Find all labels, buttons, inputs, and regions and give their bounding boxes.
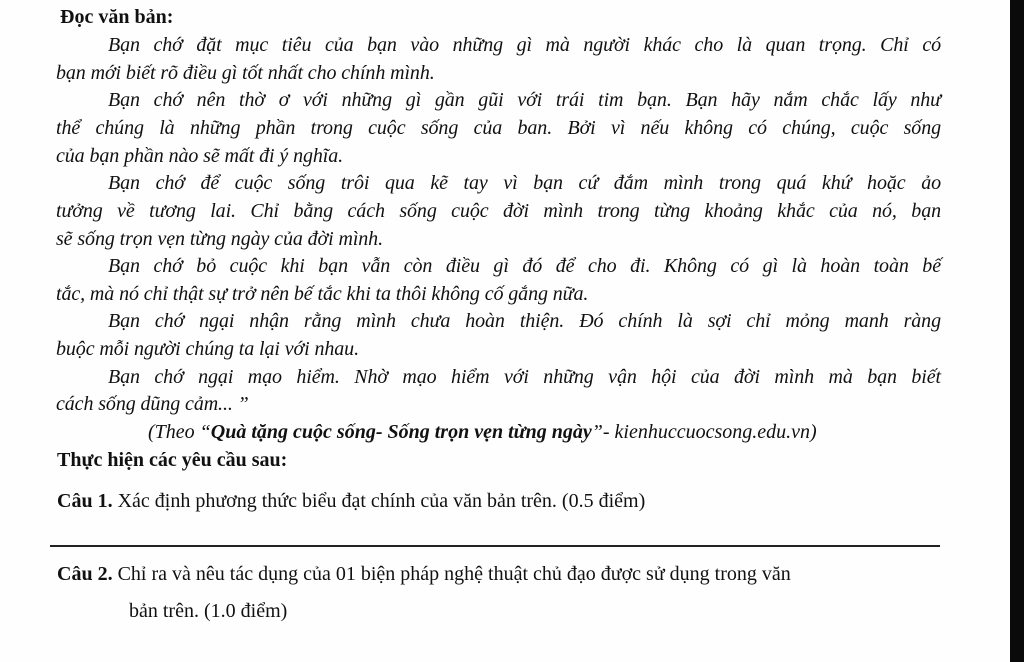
question-2-label: Câu 2. xyxy=(57,563,113,585)
text-line: Bạn chớ ngại mạo hiểm. Nhờ mạo hiểm với những vận hội của đời mình mà bạn biết xyxy=(108,366,941,388)
source-prefix: (Theo “ xyxy=(148,421,211,443)
dark-edge xyxy=(1010,0,1024,662)
text-line: bạn mới biết rõ điều gì tốt nhất cho chính mình. xyxy=(56,62,435,84)
question-2 xyxy=(57,563,791,586)
text-line: cách sống dũng cảm... ” xyxy=(56,393,249,415)
question-2-continuation: bản trên. (1.0 điểm) xyxy=(129,600,288,622)
reading-heading: Đọc văn bản: xyxy=(60,6,174,28)
text-line: buộc mỗi người chúng ta lại với nhau. xyxy=(56,338,359,360)
text-line: Bạn chớ ngại nhận rằng mình chưa hoàn thiện. Đó chính là sợi chỉ mỏng manh ràng xyxy=(108,310,941,332)
question-1-label: Câu 1. xyxy=(57,490,113,512)
question-2-text: Chỉ ra và nêu tác dụng của 01 biện pháp nghệ thuật chủ đạo được sử dụng trong văn xyxy=(112,563,791,585)
question-1 xyxy=(57,490,645,513)
source-citation xyxy=(148,421,817,444)
text-line: sẽ sống trọn vẹn từng ngày của đời mình. xyxy=(56,228,383,250)
text-line: thể chúng là những phần trong cuộc sống của ban. Bởi vì nếu không có chúng, cuộc sống xyxy=(56,117,941,139)
text-line: Bạn chớ để cuộc sống trôi qua kẽ tay vì bạn cứ đắm mình trong quá khứ hoặc ảo xyxy=(108,172,941,194)
text-line: Bạn chớ đặt mục tiêu của bạn vào những gì mà người khác cho là quan trọng. Chỉ có xyxy=(108,34,941,56)
question-1-text: Xác định phương thức biểu đạt chính của văn bản trên. (0.5 điểm) xyxy=(112,490,646,512)
text-line: Bạn chớ bỏ cuộc khi bạn vẫn còn điều gì đó để cho đi. Không có gì là hoàn toàn bế xyxy=(108,255,941,277)
text-line: tưởng về tương lai. Chỉ bằng cách sống cuộc đời mình trong từng khoảng khắc của nó, bạn xyxy=(56,200,941,222)
source-suffix: ”- kienhuccuocsong.edu.vn) xyxy=(591,421,817,443)
text-line: tắc, mà nó chỉ thật sự trở nên bế tắc khi ta thôi không cố gắng nữa. xyxy=(56,283,589,305)
source-title: Quà tặng cuộc sống- Sống trọn vẹn từng ngày xyxy=(210,421,592,443)
text-line: của bạn phần nào sẽ mất đi ý nghĩa. xyxy=(56,145,344,167)
task-heading: Thực hiện các yêu cầu sau: xyxy=(57,449,288,471)
answer-line xyxy=(50,545,940,547)
text-line: Bạn chớ nên thờ ơ với những gì gần gũi với trái tim bạn. Bạn hãy nắm chắc lấy như xyxy=(108,89,941,111)
